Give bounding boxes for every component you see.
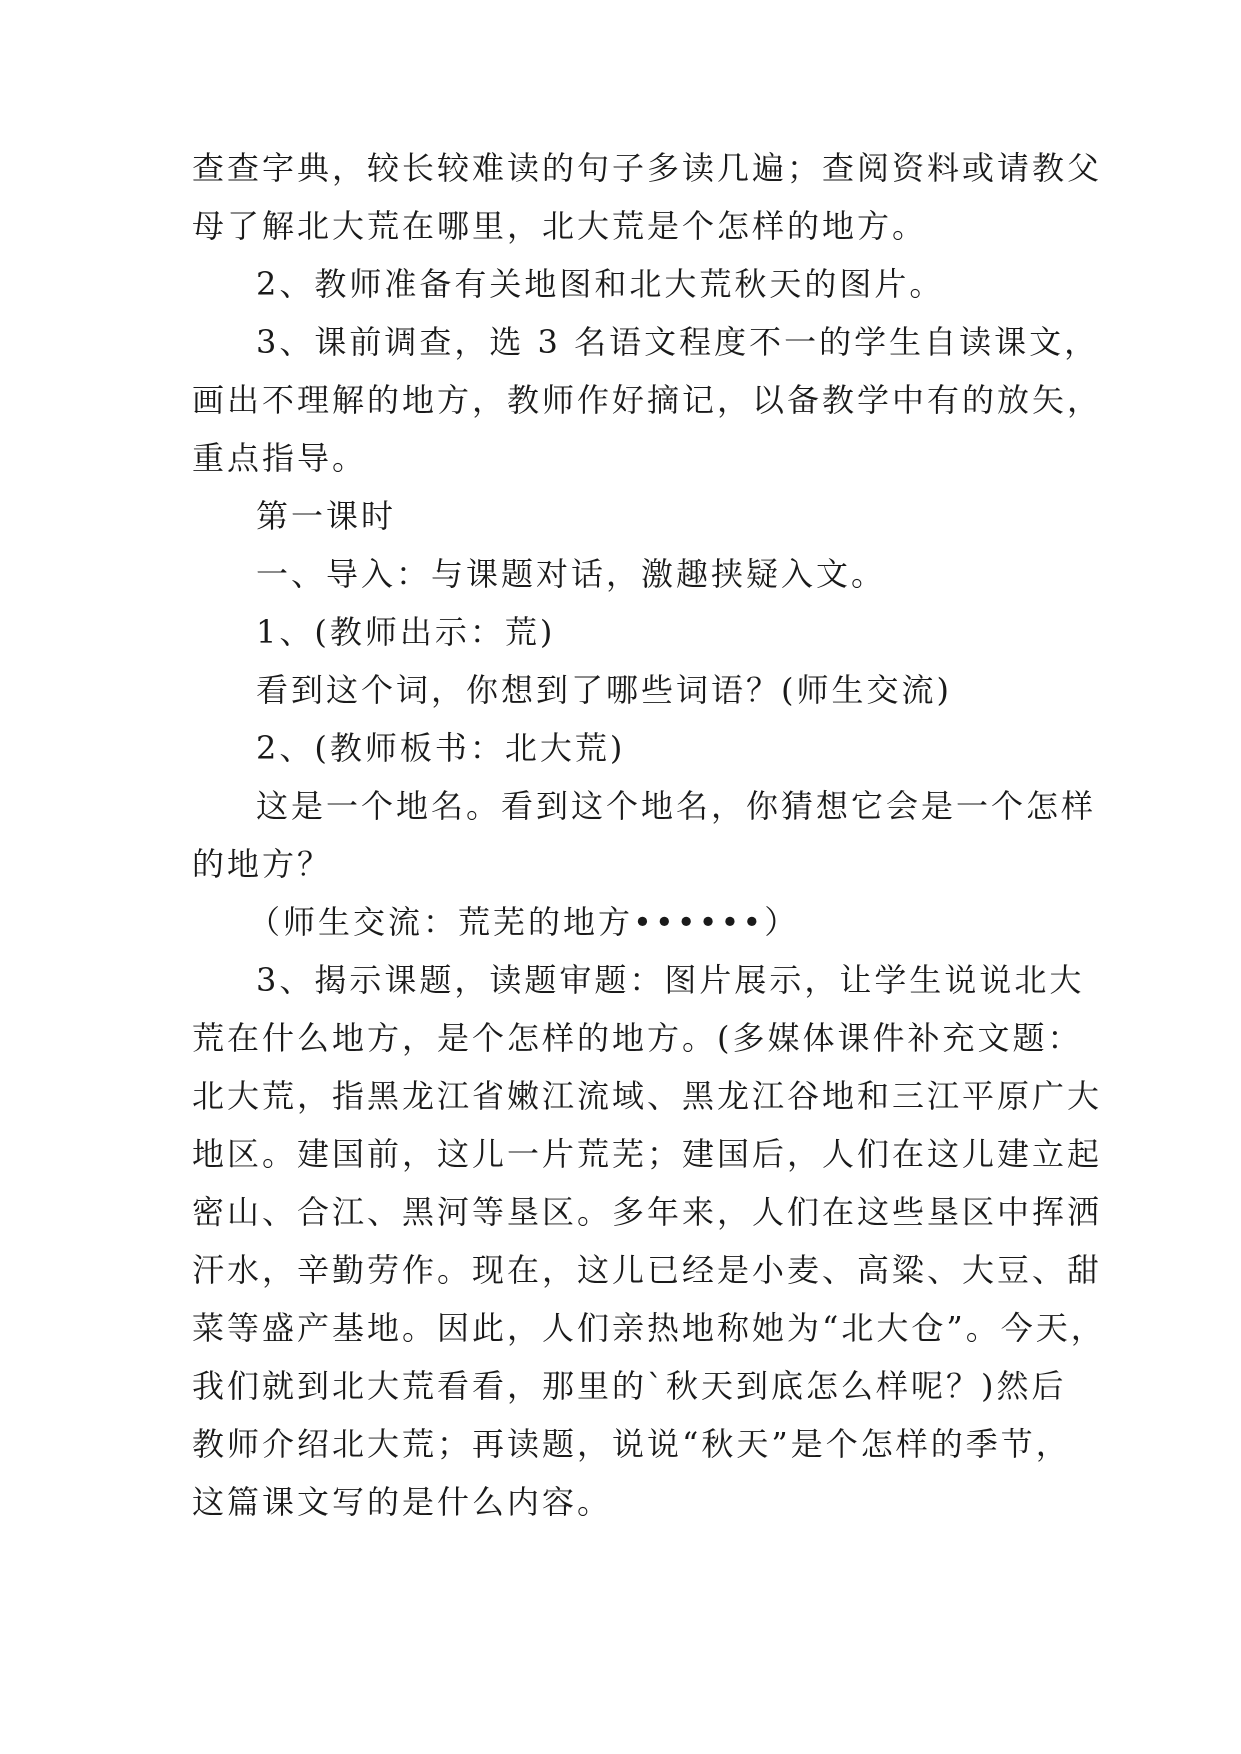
- text-line: 这是一个地名。看到这个地名，你猜想它会是一个怎样: [256, 787, 1097, 825]
- text-line: （师生交流：荒芜的地方••••••）: [248, 903, 800, 941]
- text-line: 重点指导。: [192, 439, 368, 477]
- section-heading: 第一课时: [256, 497, 397, 535]
- text-line: 2、(教师板书：北大荒): [256, 729, 626, 767]
- text-line: 3、揭示课题，读题审题：图片展示，让学生说说北大: [256, 961, 1085, 999]
- text-line: 北大荒，指黑龙江省嫩江流域、黑龙江谷地和三江平原广大: [192, 1077, 1103, 1115]
- text-line: 地区。建国前，这儿一片荒芜；建国后，人们在这儿建立起: [192, 1135, 1103, 1173]
- text-line: 教师介绍北大荒；再读题，说说“秋天”是个怎样的季节，: [192, 1425, 1071, 1463]
- text-line: 画出不理解的地方，教师作好摘记，以备教学中有的放矢，: [192, 381, 1103, 419]
- text-line: 查查字典，较长较难读的句子多读几遍；查阅资料或请教父: [192, 149, 1103, 187]
- text-line: 密山、合江、黑河等垦区。多年来，人们在这些垦区中挥洒: [192, 1193, 1103, 1231]
- text-line: 3、课前调查，选 3 名语文程度不一的学生自读课文，: [256, 323, 1100, 361]
- text-line: 这篇课文写的是什么内容。: [192, 1483, 613, 1521]
- text-line: 汗水，辛勤劳作。现在，这儿已经是小麦、高粱、大豆、甜: [192, 1251, 1103, 1289]
- text-line: 我们就到北大荒看看，那里的`秋天到底怎么样呢？)然后: [192, 1367, 1067, 1405]
- text-line: 的地方？: [192, 845, 333, 883]
- text-line: 荒在什么地方，是个怎样的地方。(多媒体课件补充文题：: [192, 1019, 1083, 1057]
- text-line: 看到这个词，你想到了哪些词语？(师生交流): [256, 671, 952, 709]
- text-line: 1、(教师出示：荒): [256, 613, 556, 651]
- text-line: 2、教师准备有关地图和北大荒秋天的图片。: [256, 265, 945, 303]
- text-line: 菜等盛产基地。因此，人们亲热地称她为“北大仓”。今天，: [192, 1309, 1106, 1347]
- text-line: 一、导入：与课题对话，激趣挟疑入文。: [256, 555, 887, 593]
- text-line: 母了解北大荒在哪里，北大荒是个怎样的地方。: [192, 207, 928, 245]
